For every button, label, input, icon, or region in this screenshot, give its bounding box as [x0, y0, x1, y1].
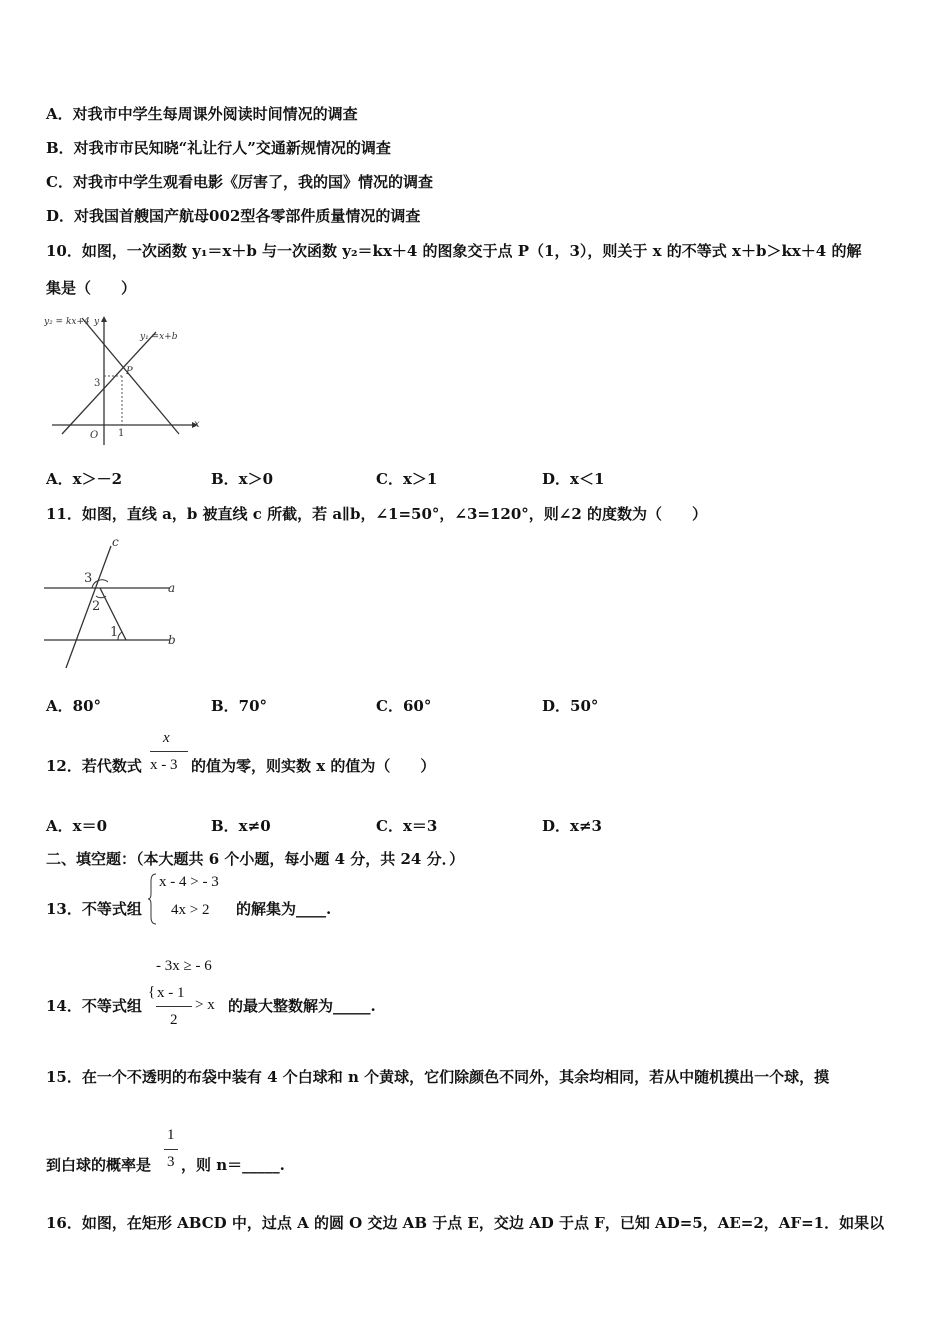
q16-stem-line1: 16．如图，在矩形 ABCD 中，过点 A 的圆 O 交边 AB 于点 E，交边 AD 于点 F，已知 AD=5，AE=2，AF=1．如果以 [46, 1214, 885, 1232]
q11-option-d: D．50° [542, 697, 599, 715]
q15-suffix: ，则 n＝_____. [181, 1156, 285, 1174]
q11-stem: 11．如图，直线 a，b 被直线 c 所截，若 a∥b，∠1=50°，∠3=120°，则∠2 的度数为（ ） [46, 505, 708, 523]
q10-option-b: B．x＞0 [211, 470, 274, 488]
q10-option-c: C．x＞1 [376, 470, 438, 488]
q12-option-a: A．x＝0 [46, 817, 108, 835]
q15-fraction-numerator: 1 [167, 1127, 175, 1143]
q10-label-3: 3 [94, 378, 101, 389]
q14-fraction-numerator: x - 1 [157, 985, 185, 1001]
q13-prefix: 13．不等式组 [46, 900, 142, 918]
q13-inequality-1: x - 4 > - 3 [159, 874, 219, 890]
q10-stem-line1: 10．如图，一次函数 y₁＝x＋b 与一次函数 y₂＝kx＋4 的图象交于点 P（1，3），则关于 x 的不等式 x＋b＞kx＋4 的解 [46, 242, 862, 260]
q11-label-a: a [168, 581, 176, 595]
q14-relation: > x [195, 997, 215, 1013]
q15-prefix: 到白球的概率是 [46, 1156, 152, 1174]
q12-option-d: D．x≠3 [542, 817, 602, 835]
q12-prefix: 12．若代数式 [46, 757, 142, 775]
q12-option-c: C．x＝3 [376, 817, 438, 835]
q11-angle-3: 3 [84, 571, 93, 586]
q12-suffix: 的值为零，则实数 x 的值为（ ） [191, 757, 436, 775]
q14-suffix: 的最大整数解为_____. [228, 997, 376, 1015]
q14-inequality-1: - 3x ≥ - 6 [156, 958, 212, 974]
q9-option-b: B．对我市市民知晓“礼让行人”交通新规情况的调查 [46, 139, 391, 157]
q12-fraction-numerator: x [163, 730, 170, 746]
q11-label-c: c [112, 536, 119, 549]
q14-fraction-bar [156, 1006, 192, 1007]
q10-graph-figure [44, 310, 204, 450]
q15-fraction-denominator: 3 [167, 1154, 175, 1170]
q13-suffix: 的解集为____. [236, 900, 332, 918]
q9-option-c: C．对我市中学生观看电影《厉害了，我的国》情况的调查 [46, 173, 433, 191]
q13-inequality-2: 4x > 2 [171, 902, 210, 918]
q15-stem-line1: 15．在一个不透明的布袋中装有 4 个白球和 n 个黄球，它们除颜色不同外，其余均相同，若从中随机摸出一个球，摸 [46, 1068, 830, 1086]
section-fill-in-heading: 二、填空题：（本大题共 6 个小题，每小题 4 分，共 24 分．） [46, 850, 465, 868]
q9-option-a: A．对我市中学生每周课外阅读时间情况的调查 [46, 105, 358, 123]
q11-option-a: A．80° [46, 697, 102, 715]
q14-prefix: 14．不等式组 [46, 997, 142, 1015]
q11-option-b: B．70° [211, 697, 268, 715]
q10-option-a: A．x＞－2 [46, 470, 123, 488]
q14-brace-glyph: { [148, 984, 156, 1000]
q12-fraction-bar [150, 751, 188, 752]
q10-label-y: y [94, 317, 100, 327]
q11-option-c: C．60° [376, 697, 432, 715]
q9-option-d: D．对我国首艘国产航母002型各零部件质量情况的调查 [46, 207, 421, 225]
q12-option-b: B．x≠0 [211, 817, 271, 835]
q14-fraction-denominator: 2 [170, 1012, 178, 1028]
q11-label-b: b [168, 633, 176, 647]
q11-parallel-lines-figure [44, 536, 184, 676]
q10-label-x: x [194, 419, 200, 430]
q11-angle-2: 2 [92, 599, 101, 614]
q12-fraction-denominator: x - 3 [150, 757, 178, 773]
q10-option-d: D．x＜1 [542, 470, 605, 488]
q10-label-1: 1 [118, 428, 125, 439]
q10-label-y2: y₂ = kx+4 [44, 317, 90, 327]
q13-brace [148, 873, 158, 925]
q11-angle-1: 1 [110, 625, 119, 640]
q15-fraction-bar [164, 1149, 178, 1150]
q10-label-y1: y₁ =x+b [140, 332, 178, 342]
q10-label-origin: O [90, 430, 99, 441]
q10-stem-line2: 集是（ ） [46, 279, 137, 297]
q10-label-p: P [126, 366, 133, 377]
